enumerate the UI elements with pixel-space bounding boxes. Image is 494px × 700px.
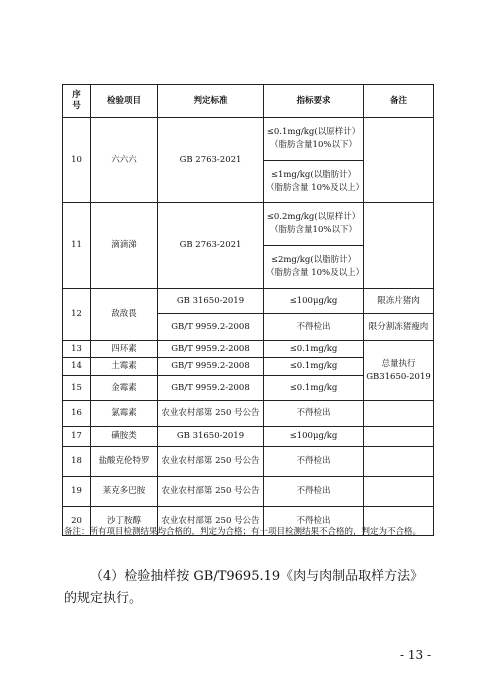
row-requirement: 不得检出	[264, 477, 364, 507]
row-remark: 限分割冻猪瘦肉	[364, 314, 434, 341]
row-standard: GB 31650-2019	[158, 427, 264, 447]
row-remark	[364, 477, 434, 507]
row-remark	[364, 118, 434, 203]
row-remark: 限冻片猪肉	[364, 289, 434, 314]
row-requirement: ≤0.1mg/kg(以原样计）（脂肪含量10%以下）	[264, 118, 364, 161]
merged-remark: 总量执行GB31650-2019	[364, 341, 434, 401]
row-standard: GB/T 9959.2-2008	[158, 341, 264, 358]
row-standard: 农业农村部第 250 号公告	[158, 447, 264, 477]
paragraph-text: （4）检验抽样按 GB/T9695.19《肉与肉制品取样方法》的规定执行。	[64, 569, 424, 606]
row-standard: GB 31650-2019	[158, 289, 264, 314]
row-item: 土霉素	[91, 358, 158, 376]
row-standard: GB 2763-2021	[158, 203, 264, 289]
row-standard: GB/T 9959.2-2008	[158, 358, 264, 376]
row-item: 莱克多巴胺	[91, 477, 158, 507]
row-item: 金霉素	[91, 376, 158, 401]
table-header-row	[63, 85, 434, 118]
row-requirement: ≤1mg/kg(以脂肪计）（脂肪含量 10%及以上）	[264, 161, 364, 203]
page-number: - 13 -	[400, 648, 432, 662]
row-no: 10	[63, 118, 91, 203]
header-no: 序 号	[63, 85, 91, 118]
row-no: 12	[63, 289, 91, 341]
row-no: 19	[63, 477, 91, 507]
row-requirement: ≤0.2mg/kg(以原样计）（脂肪含量10%以下）	[264, 203, 364, 246]
table-row	[63, 447, 434, 477]
row-requirement: 不得检出	[264, 314, 364, 341]
row-item: 盐酸克伦特罗	[91, 447, 158, 477]
row-remark	[364, 401, 434, 427]
row-no: 15	[63, 376, 91, 401]
header-item: 检验项目	[91, 85, 158, 118]
row-remark	[364, 447, 434, 477]
header-requirement: 指标要求	[264, 85, 364, 118]
row-item: 六六六	[91, 118, 158, 203]
row-requirement: ≤0.1mg/kg	[264, 358, 364, 376]
row-requirement: ≤100μg/kg	[264, 289, 364, 314]
row-requirement: ≤0.1mg/kg	[264, 341, 364, 358]
row-requirement: 不得检出	[264, 507, 364, 536]
row-standard: 农业农村部第 250 号公告	[158, 401, 264, 427]
row-standard: GB/T 9959.2-2008	[158, 376, 264, 401]
body-paragraph	[64, 566, 436, 610]
row-standard: 农业农村部第 250 号公告	[158, 507, 264, 536]
row-item: 氯霉素	[91, 401, 158, 427]
row-requirement: 不得检出	[264, 447, 364, 477]
table-row	[63, 427, 434, 447]
table-row	[63, 118, 434, 161]
table-row	[63, 401, 434, 427]
inspection-table	[62, 84, 434, 536]
row-no: 13	[63, 341, 91, 358]
row-remark	[364, 203, 434, 289]
row-no: 17	[63, 427, 91, 447]
table-row	[63, 203, 434, 246]
table-row	[63, 477, 434, 507]
row-requirement: ≤100μg/kg	[264, 427, 364, 447]
table-footnote: 备注：所有项目检测结果均合格的，判定为合格；有一项目检测结果不合格的，判定为不合格。	[64, 527, 422, 537]
header-standard: 判定标准	[158, 85, 264, 118]
table-row	[63, 341, 434, 358]
row-remark	[364, 427, 434, 447]
row-no: 18	[63, 447, 91, 477]
row-item: 滴滴涕	[91, 203, 158, 289]
row-no: 16	[63, 401, 91, 427]
table-row	[63, 289, 434, 314]
row-no: 14	[63, 358, 91, 376]
header-remark: 备注	[364, 85, 434, 118]
row-item: 磺胺类	[91, 427, 158, 447]
row-item: 敌敌畏	[91, 289, 158, 341]
row-standard: GB 2763-2021	[158, 118, 264, 203]
row-requirement: ≤2mg/kg(以脂肪计）（脂肪含量 10%及以上）	[264, 246, 364, 289]
row-standard: GB/T 9959.2-2008	[158, 314, 264, 341]
row-item: 沙丁胺醇	[91, 507, 158, 536]
row-requirement: 不得检出	[264, 401, 364, 427]
row-item: 四环素	[91, 341, 158, 358]
row-no: 11	[63, 203, 91, 289]
row-no: 20	[63, 507, 91, 536]
row-requirement: ≤0.1mg/kg	[264, 376, 364, 401]
row-standard: 农业农村部第 250 号公告	[158, 477, 264, 507]
